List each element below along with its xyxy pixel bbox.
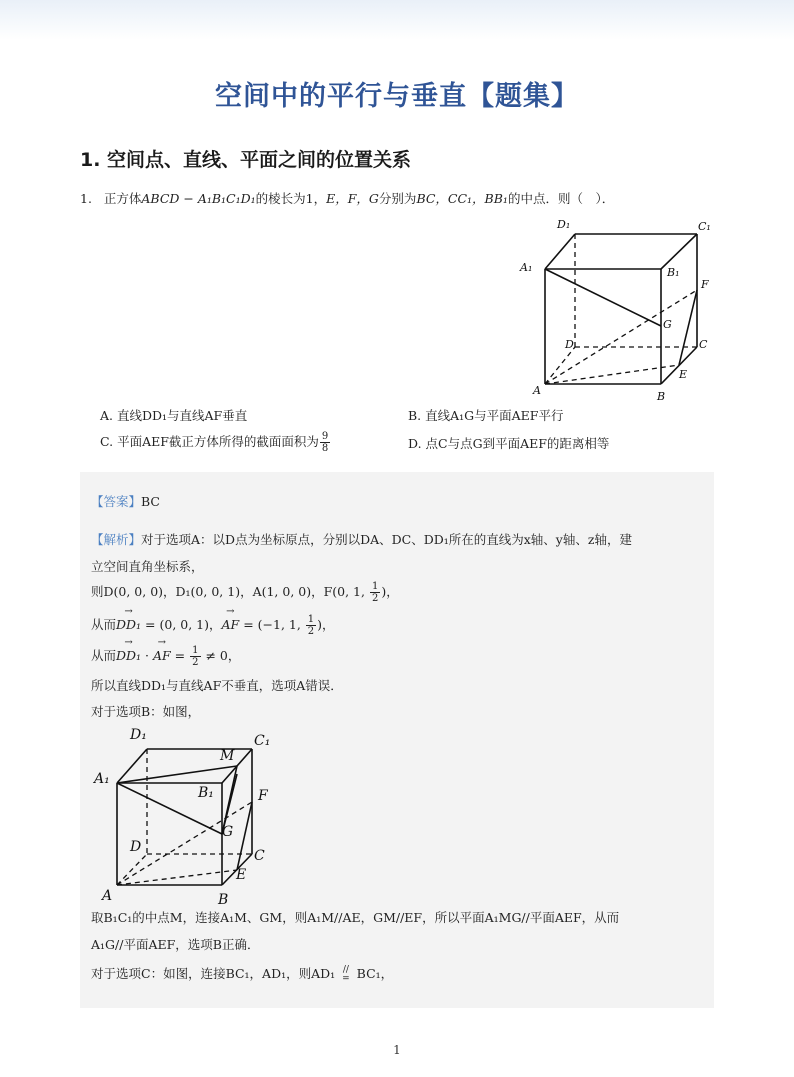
equal-symbol: = bbox=[342, 973, 350, 984]
label-G: G bbox=[222, 824, 234, 840]
analysis-line-9: A₁G//平面AEF，选项B正确． bbox=[91, 937, 260, 952]
option-c-text: C. 平面AEF截正方体所得的截面面积为 bbox=[100, 434, 319, 449]
label-F: F bbox=[701, 278, 709, 291]
fraction-half bbox=[306, 614, 316, 637]
fraction-numerator: 1 bbox=[371, 581, 379, 592]
analysis-line-10 bbox=[91, 964, 393, 984]
analysis-text: ≠ 0， bbox=[201, 648, 241, 663]
label-D: D bbox=[130, 839, 142, 855]
analysis-tag: 【解析】 bbox=[91, 532, 142, 547]
question-1 bbox=[80, 189, 614, 207]
analysis-line-6: 所以直线DD₁与直线AF不垂直，选项A错误． bbox=[91, 678, 343, 693]
label-C1: C₁ bbox=[254, 733, 271, 749]
option-b: B. 直线A₁G与平面AEF平行 bbox=[408, 408, 564, 423]
vector-AF: → AF bbox=[153, 648, 171, 663]
answer-line bbox=[91, 492, 160, 510]
analysis-line-2: 立空间直角坐标系， bbox=[91, 559, 204, 574]
question-text: 分别为 bbox=[378, 191, 417, 206]
fraction-denominator: 2 bbox=[307, 626, 315, 637]
analysis-line-5 bbox=[91, 645, 240, 668]
parallel-equal-symbol bbox=[340, 966, 352, 984]
analysis-text: BC₁， bbox=[352, 966, 394, 981]
analysis-text: · bbox=[141, 648, 153, 663]
option-d: D. 点C与点G到平面AEF的距离相等 bbox=[408, 436, 610, 451]
analysis-text: = (−1, 1, bbox=[239, 617, 305, 632]
analysis-text: = bbox=[170, 648, 190, 663]
analysis-line-3 bbox=[91, 581, 399, 604]
analysis-text: = (0, 0, 1)， bbox=[141, 617, 222, 632]
fraction-denominator: 2 bbox=[371, 593, 379, 604]
question-number: 1. bbox=[80, 191, 92, 206]
analysis-line-7: 对于选项B：如图， bbox=[91, 704, 201, 719]
vector-DD1: → DD₁ bbox=[116, 617, 141, 632]
question-text: 正方体 bbox=[103, 191, 142, 206]
label-F: F bbox=[258, 788, 268, 804]
label-M: M bbox=[220, 748, 235, 764]
option-a: A. 直线DD₁与直线AF垂直 bbox=[100, 408, 248, 423]
label-A1: A₁ bbox=[520, 261, 533, 274]
page-title: 空间中的平行与垂直【题集】 bbox=[215, 81, 579, 112]
question-text: 的棱长为1， bbox=[255, 191, 327, 206]
cube-figure-1 bbox=[515, 214, 715, 406]
label-B: B bbox=[218, 892, 229, 908]
fraction-numerator: 9 bbox=[321, 431, 329, 442]
analysis-text: )， bbox=[317, 617, 335, 632]
question-edges: BC，CC₁，BB₁ bbox=[416, 191, 508, 206]
label-E: E bbox=[679, 368, 688, 381]
vector-DD1: → DD₁ bbox=[116, 648, 141, 663]
label-E: E bbox=[236, 867, 247, 883]
analysis-line-8: 取B₁C₁的中点M，连接A₁M、GM，则A₁M//AE，GM//EF，所以平面A₁MG//平面AEF，从而 bbox=[91, 910, 620, 925]
question-solid: ABCD − A₁B₁C₁D₁ bbox=[141, 191, 256, 206]
label-B1: B₁ bbox=[667, 266, 680, 279]
analysis-line-4 bbox=[91, 614, 335, 637]
parallel-symbol: // bbox=[342, 964, 349, 975]
fraction-numerator: 1 bbox=[307, 614, 315, 625]
label-A1: A₁ bbox=[94, 771, 110, 787]
analysis-text: 对于选项C：如图，连接BC₁，AD₁，则AD₁ bbox=[91, 966, 340, 981]
analysis-text: 则D(0, 0, 0)，D₁(0, 0, 1)，A(1, 0, 0)，F(0, 1, bbox=[91, 584, 369, 599]
fraction-half bbox=[190, 645, 200, 668]
analysis-text: 对于选项A：以D点为坐标原点，分别以DA、DC、DD₁所在的直线为x轴、y轴、z轴，建 bbox=[141, 532, 632, 547]
analysis-line-1 bbox=[91, 530, 632, 548]
vector-AF: → AF bbox=[222, 617, 240, 632]
section-heading: 1. 空间点、直线、平面之间的位置关系 bbox=[80, 149, 412, 171]
question-points: E，F，G bbox=[326, 191, 379, 206]
fraction-denominator: 8 bbox=[321, 443, 329, 454]
option-c bbox=[100, 431, 331, 454]
analysis-text: 从而 bbox=[91, 617, 117, 632]
analysis-text: )， bbox=[381, 584, 399, 599]
fraction-half bbox=[370, 581, 380, 604]
fraction-denominator: 2 bbox=[192, 657, 199, 668]
fraction-numerator: 1 bbox=[192, 645, 199, 656]
label-B1: B₁ bbox=[198, 785, 214, 801]
answer-value: BC bbox=[141, 494, 160, 509]
option-c-fraction bbox=[320, 431, 330, 454]
analysis-text: 从而 bbox=[91, 648, 117, 663]
page-number: 1 bbox=[393, 1043, 401, 1057]
label-B: B bbox=[657, 390, 666, 403]
label-G: G bbox=[663, 318, 672, 331]
label-D: D bbox=[565, 338, 574, 351]
question-text: 的中点．则（ ）． bbox=[507, 191, 615, 206]
label-D1: D₁ bbox=[557, 218, 571, 231]
answer-tag: 【答案】 bbox=[91, 494, 142, 509]
label-A: A bbox=[102, 888, 113, 904]
label-C: C bbox=[254, 848, 265, 864]
label-C: C bbox=[699, 338, 708, 351]
label-D1: D₁ bbox=[130, 727, 147, 743]
label-A: A bbox=[533, 384, 541, 397]
label-C1: C₁ bbox=[698, 220, 711, 233]
header-band bbox=[0, 0, 794, 40]
cube-figure-2 bbox=[92, 722, 292, 908]
